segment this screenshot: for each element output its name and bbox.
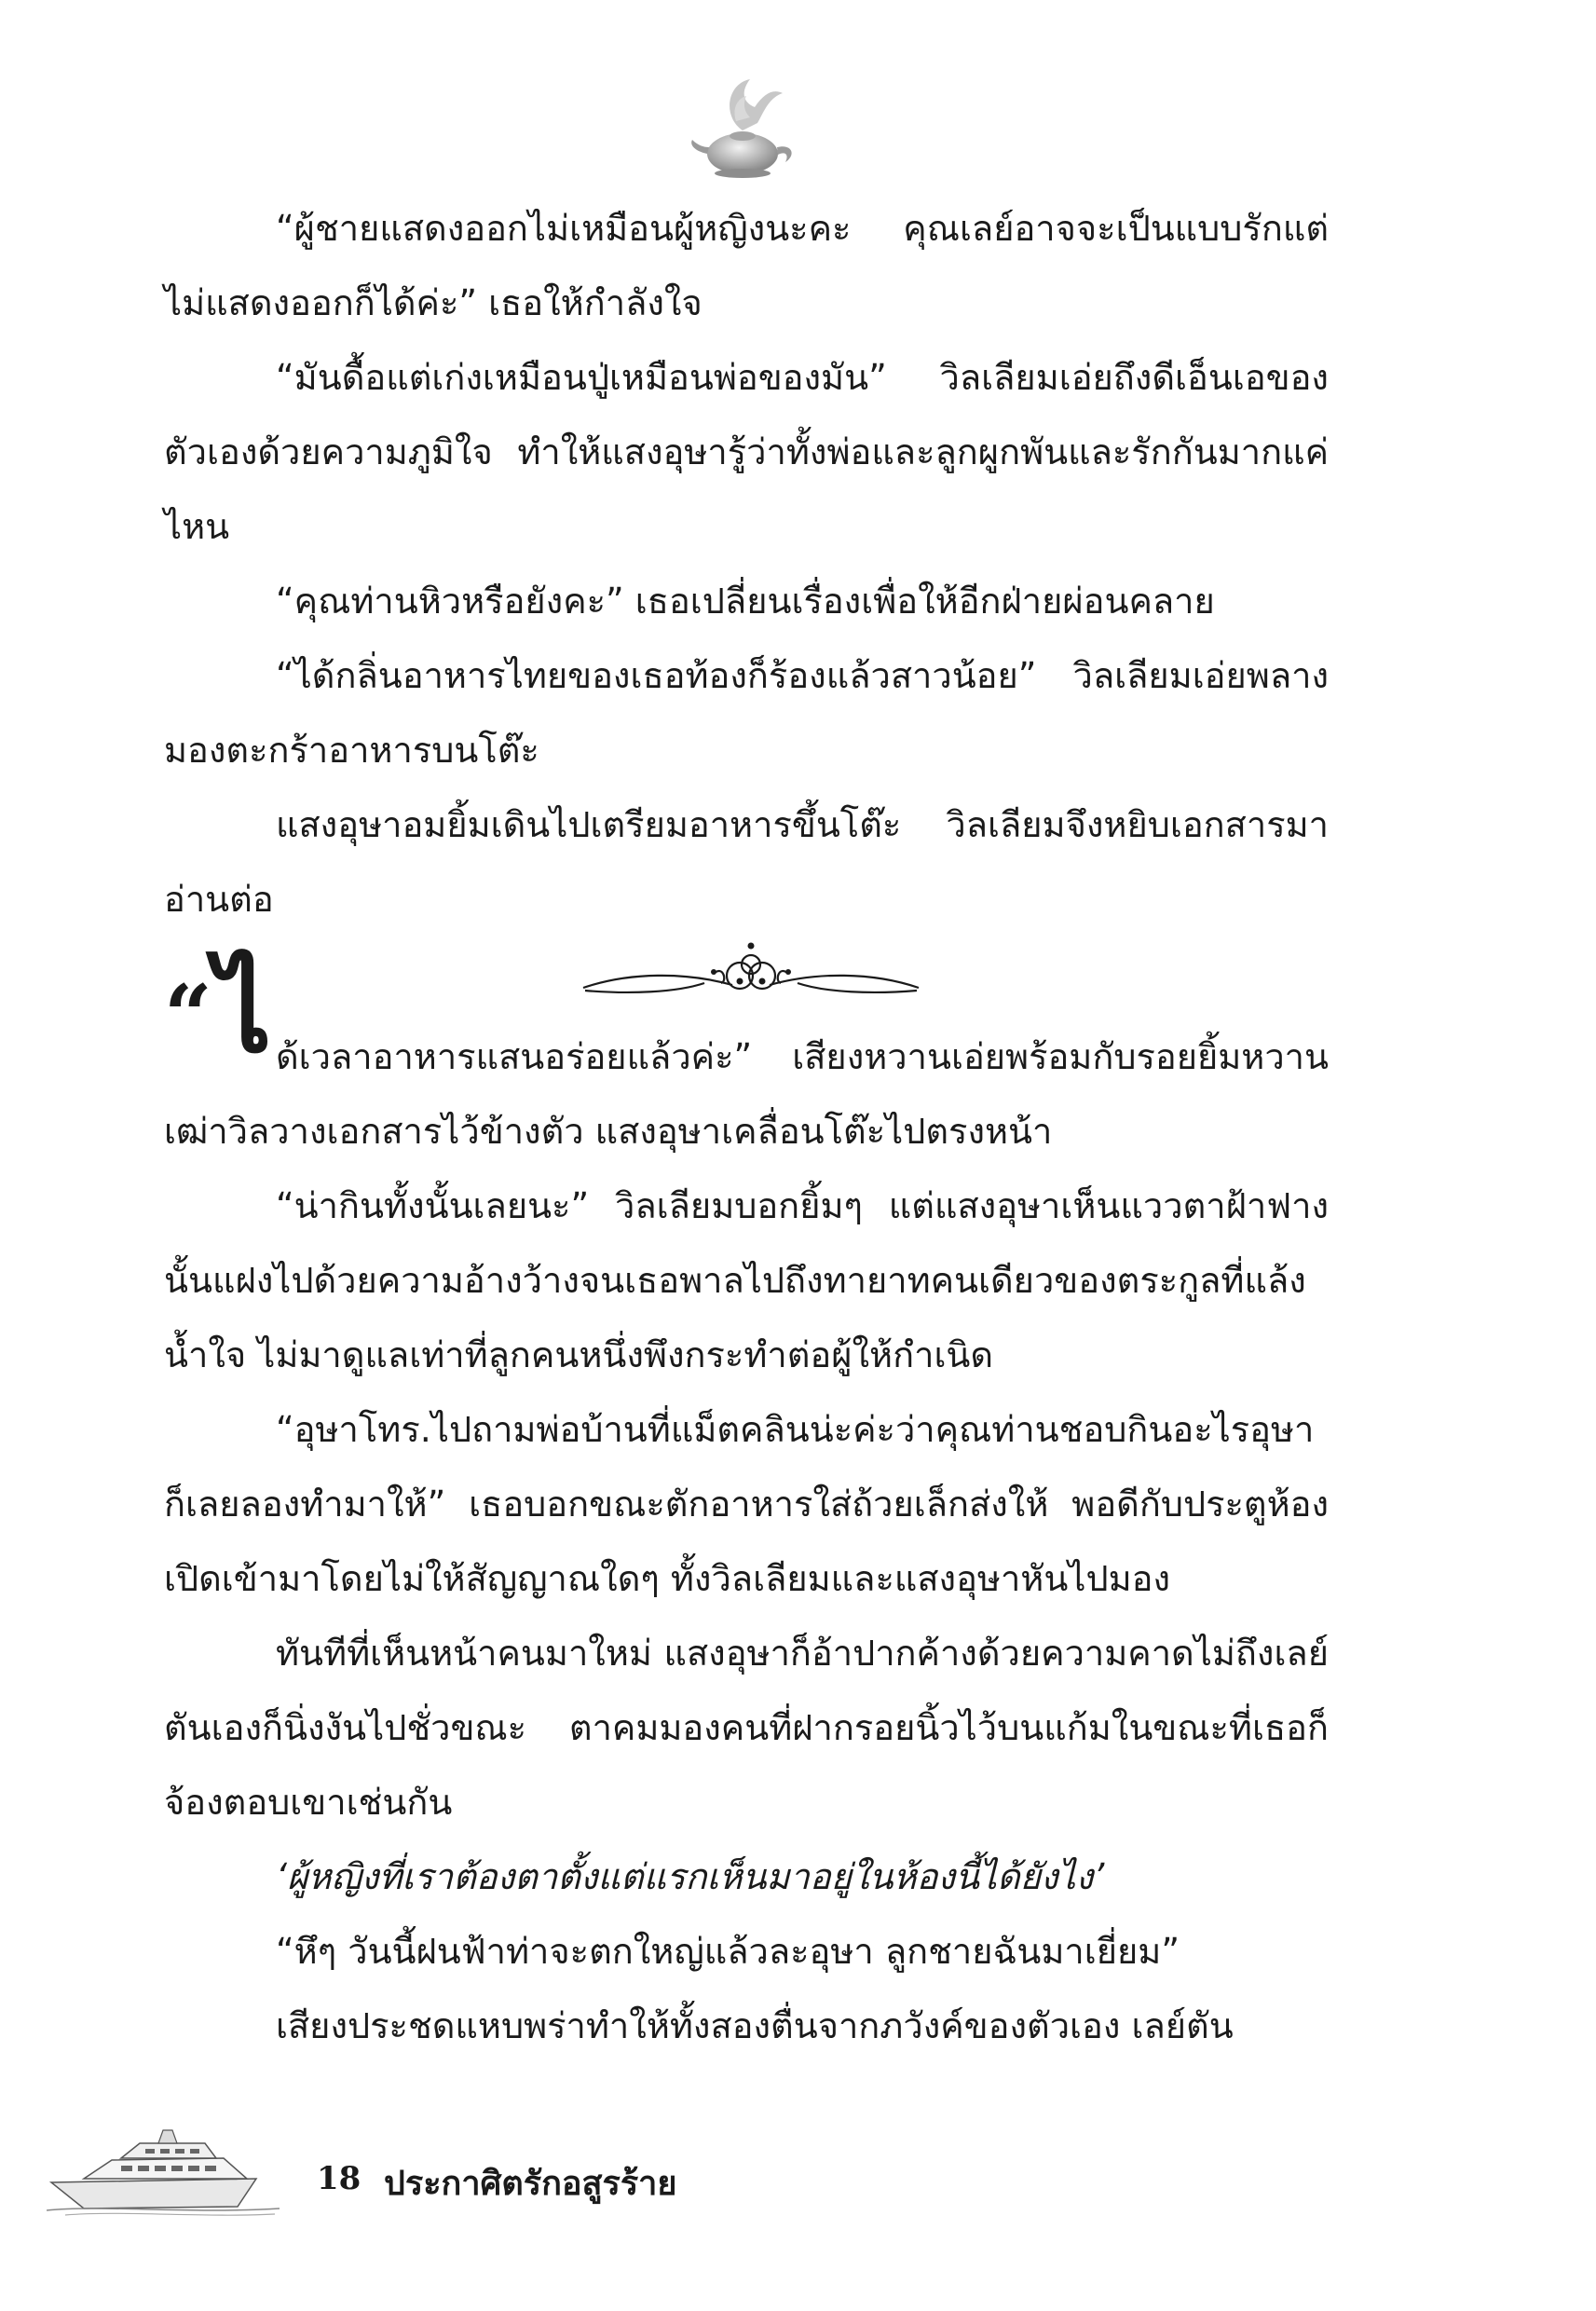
yacht-icon xyxy=(47,2125,280,2218)
paragraph: “คุณท่านหิวหรือยังคะ” เธอเปลี่ยนเรื่องเพื่อให้อีกฝ่ายผ่อนคลาย xyxy=(276,581,1215,622)
page-footer xyxy=(37,2125,783,2227)
dropcap-quote: “ xyxy=(164,966,212,1065)
paragraph: ทันทีที่เห็นหน้าคนมาใหม่ แสงอุษาก็อ้าปากค้างด้วยความคาดไม่ถึงเลย์ตันเองก็นิ่งงันไปชั่วขณะ ตาคมมองคนที่ฝากรอยนิ้วไว้บนแก้มในขณะที่เธอก็จ้องตอบเขาเช่นกัน xyxy=(164,1633,1329,1823)
paragraph-italic-thought: ‘ผู้หญิงที่เราต้องตาตั้งแต่แรกเห็นมาอยู่ในห้องนี้ได้ยังไง’ xyxy=(276,1856,1105,1897)
body-text xyxy=(164,191,1329,2063)
paragraph: “ผู้ชายแสดงออกไม่เหมือนผู้หญิงนะคะ คุณเลย์อาจจะเป็นแบบรักแต่ไม่แสดงออกก็ได้ค่ะ” เธอให้กำลังใจ xyxy=(164,208,1329,323)
flourish-divider-icon xyxy=(574,937,928,1011)
dropcap xyxy=(164,947,276,1078)
book-title: ประกาศิตรักอสูรร้าย xyxy=(384,2165,677,2203)
paragraph: “ได้กลิ่นอาหารไทยของเธอท้องก็ร้องแล้วสาวน้อย” วิลเลียมเอ่ยพลางมองตะกร้าอาหารบนโต๊ะ xyxy=(164,655,1329,771)
page-number: 18 xyxy=(317,2160,361,2197)
paragraph: เสียงประชดแหบพร่าทำให้ทั้งสองตื่นจากภวังค์ของตัวเอง เลย์ตัน xyxy=(276,2005,1234,2046)
paragraph: “หึๆ วันนี้ฝนฟ้าท่าจะตกใหญ่แล้วละอุษา ลูกชายฉันมาเยี่ยม” xyxy=(276,1931,1180,1972)
dropcap-rest: ด้เวลาอาหารแสนอร่อยแล้วค่ะ” เสียงหวานเอ่ยพร้อมกับรอยยิ้มหวาน เฒ่าวิลวางเอกสารไว้ข้างตัว แสงอุษาเคลื่อนโต๊ะไปตรงหน้า xyxy=(164,1036,1329,1152)
paragraph: “น่ากินทั้งนั้นเลยนะ” วิลเลียมบอกยิ้มๆ แต่แสงอุษาเห็นแววตาฝ้าฟางนั้นแฝงไปด้วยความอ้างว้างจนเธอพาลไปถึงทายาทคนเดียวของตระกูลที่แล้งน้ำใจ ไม่มาดูแลเท่าที่ลูกคนหนึ่งพึงกระทำต่อผู้ให้กำเนิด xyxy=(164,1185,1329,1375)
section-divider xyxy=(164,937,1329,1011)
paragraph: “มันดื้อแต่เก่งเหมือนปู่เหมือนพ่อของมัน” วิลเลียมเอ่ยถึงดีเอ็นเอของตัวเองด้วยความภูมิใจ ทำให้แสงอุษารู้ว่าทั้งพ่อและลูกผูกพันและรักกันมากแค่ไหน xyxy=(164,357,1329,547)
teapot-lamp-ornament-icon xyxy=(685,65,806,186)
dropcap-letter: ไ xyxy=(215,947,272,1078)
dropcap-paragraph xyxy=(164,947,1329,1169)
paragraph: “อุษาโทร.ไปถามพ่อบ้านที่แม็ตคลินน่ะค่ะว่าคุณท่านชอบกินอะไรอุษาก็เลยลองทำมาให้” เธอบอกขณะตักอาหารใส่ถ้วยเล็กส่งให้ พอดีกับประตูห้องเปิดเข้ามาโดยไม่ให้สัญญาณใดๆ ทั้งวิลเลียมและแสงอุษาหันไปมอง xyxy=(164,1409,1329,1599)
paragraph: แสงอุษาอมยิ้มเดินไปเตรียมอาหารขึ้นโต๊ะ วิลเลียมจึงหยิบเอกสารมาอ่านต่อ xyxy=(164,804,1329,920)
